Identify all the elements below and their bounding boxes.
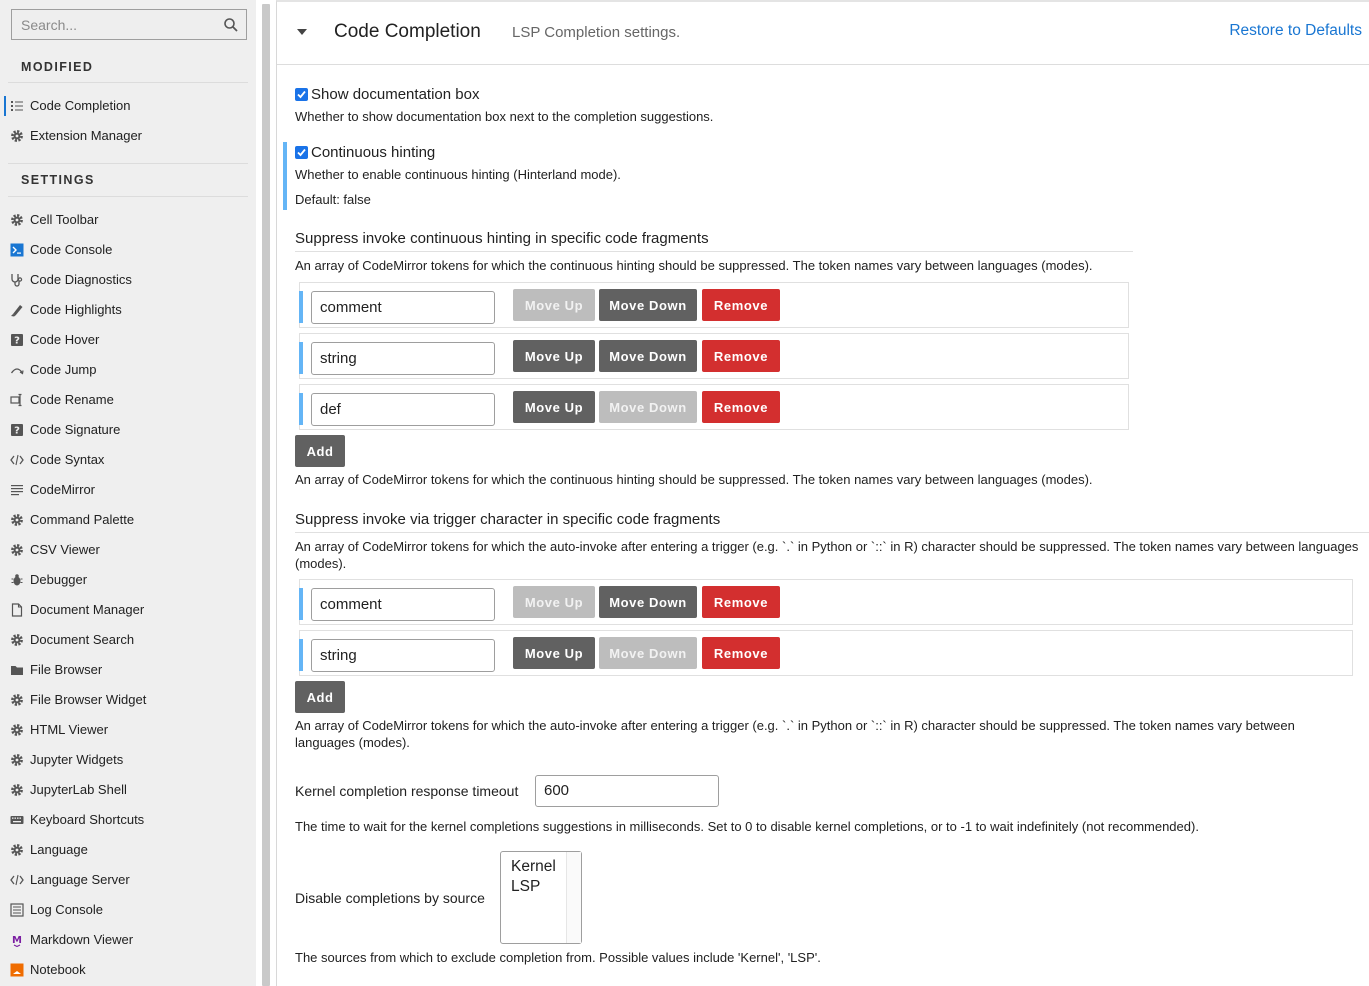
divider (8, 163, 248, 164)
sidebar-item-label: Jupyter Widgets (30, 752, 124, 767)
rename-icon (10, 393, 24, 407)
sidebar-item-extension-manager[interactable] (0, 121, 256, 151)
list-icon (10, 99, 24, 113)
gear-icon (10, 543, 24, 557)
help-icon (10, 333, 24, 347)
continuous-hinting-description: Whether to enable continuous hinting (Hinterland mode). (295, 167, 621, 182)
remove-button[interactable]: Remove (702, 586, 780, 618)
sidebar-item-file-browser-widget[interactable] (0, 685, 256, 715)
remove-button[interactable]: Remove (702, 289, 780, 321)
suppress-trigger-title: Suppress invoke via trigger character in specific code fragments (295, 511, 721, 528)
sidebar-item-file-browser[interactable] (0, 655, 256, 685)
sidebar-item-label: Code Hover (30, 332, 100, 347)
token-input[interactable]: comment (311, 588, 495, 621)
gear-icon (10, 753, 24, 767)
caret-down-icon[interactable] (297, 29, 307, 35)
gear-icon (10, 129, 24, 143)
remove-button[interactable]: Remove (702, 391, 780, 423)
sidebar-item-command-palette[interactable] (0, 505, 256, 535)
text-lines-icon (10, 483, 24, 497)
svg-text:?: ? (14, 335, 20, 347)
sidebar-item-label: Debugger (30, 572, 88, 587)
array-item-row (299, 333, 1129, 379)
plugin-title: Code Completion (334, 21, 481, 42)
highlighter-icon (10, 303, 24, 317)
remove-button[interactable]: Remove (702, 340, 780, 372)
settings-section-header: SETTINGS (21, 173, 95, 187)
sidebar-item-code-rename[interactable] (0, 385, 256, 415)
disable-sources-label: Disable completions by source (295, 890, 485, 906)
select-option-lsp[interactable]: LSP (511, 878, 541, 895)
sidebar-item-debugger[interactable] (0, 565, 256, 595)
token-input[interactable]: def (311, 393, 495, 426)
move-up-button[interactable]: Move Up (513, 289, 595, 321)
sidebar-item-code-signature[interactable] (0, 415, 256, 445)
token-input[interactable]: comment (311, 291, 495, 324)
sidebar-scrollbar[interactable] (262, 4, 270, 986)
disable-sources-description: The sources from which to exclude completion from. Possible values include 'Kernel', 'LSP'. (295, 950, 821, 965)
settings-sidebar (0, 0, 256, 986)
keyboard-icon (10, 813, 24, 827)
list-box-icon (10, 903, 24, 917)
sidebar-item-label: Notebook (30, 962, 86, 977)
sidebar-item-jupyterlab-shell[interactable] (0, 775, 256, 805)
sidebar-item-code-jump[interactable] (0, 355, 256, 385)
sidebar-item-html-viewer[interactable] (0, 715, 256, 745)
sidebar-item-label: CodeMirror (30, 482, 96, 497)
disable-sources-select[interactable] (500, 851, 582, 944)
sidebar-item-label: Language Server (30, 872, 130, 887)
sidebar-item-code-hover[interactable] (0, 325, 256, 355)
sidebar-item-log-console[interactable] (0, 895, 256, 925)
move-down-button[interactable]: Move Down (599, 637, 697, 669)
search-box[interactable] (11, 9, 247, 40)
suppress-trigger-footer: An array of CodeMirror tokens for which the auto-invoke after entering a trigger (e.g. `.` in Python or `::` in R) character should be suppressed. The token names vary between languages (modes). (295, 718, 1295, 750)
sidebar-item-markdown-viewer[interactable] (0, 925, 256, 955)
settings-editor-panel (276, 0, 1369, 986)
sidebar-item-label: CSV Viewer (30, 542, 100, 557)
search-icon (223, 17, 239, 33)
show-doc-checkbox[interactable] (295, 88, 308, 101)
suppress-trigger-description: An array of CodeMirror tokens for which the auto-invoke after entering a trigger (e.g. `.` in Python or `::` in R) character should be suppressed. The token names vary between languages (modes). (295, 539, 1359, 571)
move-down-button[interactable]: Move Down (599, 340, 697, 372)
modified-indicator (299, 291, 303, 323)
svg-text:M: M (12, 935, 22, 946)
array-item-row (299, 282, 1129, 328)
modified-indicator (283, 142, 287, 210)
token-input[interactable]: string (311, 342, 495, 375)
select-scrollbar[interactable] (566, 852, 581, 943)
sidebar-item-language[interactable] (0, 835, 256, 865)
sidebar-item-document-search[interactable] (0, 625, 256, 655)
suppress-hinting-title: Suppress invoke continuous hinting in specific code fragments (295, 230, 709, 247)
array-item-row (299, 579, 1353, 625)
sidebar-item-label: Document Manager (30, 602, 145, 617)
sidebar-item-label: Cell Toolbar (30, 212, 99, 227)
file-icon (10, 603, 24, 617)
sidebar-item-jupyter-widgets[interactable] (0, 745, 256, 775)
console-icon (10, 243, 24, 257)
continuous-hinting-checkbox[interactable] (295, 146, 308, 159)
move-up-button[interactable]: Move Up (513, 340, 595, 372)
suppress-hinting-footer: An array of CodeMirror tokens for which the continuous hinting should be suppressed. The token names vary between languages (modes). (295, 472, 1093, 487)
sidebar-item-label: Code Jump (30, 362, 97, 377)
gear-icon (10, 693, 24, 707)
continuous-hinting-setting (295, 144, 435, 161)
code-icon (10, 873, 24, 887)
sidebar-item-label: Code Syntax (30, 452, 105, 467)
search-input[interactable] (12, 10, 246, 39)
sidebar-item-label: Document Search (30, 632, 135, 647)
remove-button[interactable]: Remove (702, 637, 780, 669)
bug-icon (10, 573, 24, 587)
sidebar-item-label: HTML Viewer (30, 722, 109, 737)
sidebar-item-label: File Browser Widget (30, 692, 147, 707)
show-doc-description: Whether to show documentation box next to the completion suggestions. (295, 109, 714, 124)
sidebar-item-document-manager[interactable] (0, 595, 256, 625)
timeout-description: The time to wait for the kernel completions suggestions in milliseconds. Set to 0 to disable kernel completions, or to -1 to wait indefinitely (not recommended). (295, 819, 1199, 834)
sidebar-item-csv-viewer[interactable] (0, 535, 256, 565)
sidebar-item-code-console[interactable] (0, 235, 256, 265)
sidebar-item-label: JupyterLab Shell (30, 782, 127, 797)
move-up-button[interactable]: Move Up (513, 586, 595, 618)
divider (8, 82, 248, 83)
token-input[interactable]: string (311, 639, 495, 672)
show-doc-label: Show documentation box (311, 86, 480, 103)
sidebar-item-codemirror[interactable] (0, 475, 256, 505)
sidebar-item-language-server[interactable] (0, 865, 256, 895)
plugin-header (277, 2, 1369, 65)
modified-indicator (299, 588, 303, 620)
select-option-kernel[interactable]: Kernel (511, 858, 556, 875)
show-doc-setting (295, 86, 479, 103)
help-icon (10, 423, 24, 437)
sidebar-item-notebook[interactable] (0, 955, 256, 985)
divider (295, 251, 1133, 252)
timeout-input[interactable]: 600 (535, 775, 719, 807)
sidebar-item-code-highlights[interactable] (0, 295, 256, 325)
move-down-button[interactable]: Move Down (599, 391, 697, 423)
svg-text:?: ? (14, 425, 20, 437)
sidebar-item-label: Markdown Viewer (30, 932, 134, 947)
add-item-button[interactable]: Add (295, 435, 345, 467)
divider (295, 532, 1369, 533)
notebook-icon (10, 963, 24, 977)
sidebar-item-code-completion[interactable] (0, 91, 256, 121)
folder-icon (10, 663, 24, 677)
jump-icon (10, 363, 24, 377)
gear-icon (10, 783, 24, 797)
timeout-label: Kernel completion response timeout (295, 783, 519, 799)
sidebar-item-label: Code Diagnostics (30, 272, 132, 287)
sidebar-item-label: File Browser (30, 662, 103, 677)
modified-indicator (299, 393, 303, 425)
sidebar-item-label: Code Rename (30, 392, 114, 407)
gear-icon (10, 213, 24, 227)
modified-indicator (299, 639, 303, 671)
sidebar-item-label: Code Signature (30, 422, 121, 437)
divider (8, 196, 248, 197)
gear-icon (10, 843, 24, 857)
sidebar-item-keyboard-shortcuts[interactable] (0, 805, 256, 835)
move-down-button[interactable]: Move Down (599, 289, 697, 321)
array-item-row (299, 384, 1129, 430)
gear-icon (10, 633, 24, 647)
modified-section-header: MODIFIED (21, 60, 94, 74)
gear-icon (10, 723, 24, 737)
sidebar-item-label: Keyboard Shortcuts (30, 812, 145, 827)
array-item-row (299, 630, 1353, 676)
plugin-description: LSP Completion settings. (512, 24, 681, 41)
move-up-button[interactable]: Move Up (513, 391, 595, 423)
code-icon (10, 453, 24, 467)
sidebar-item-label: Command Palette (30, 512, 135, 527)
restore-defaults-link[interactable]: Restore to Defaults (1229, 22, 1362, 39)
move-up-button[interactable]: Move Up (513, 637, 595, 669)
suppress-hinting-description: An array of CodeMirror tokens for which the continuous hinting should be suppressed. The token names vary between languages (modes). (295, 258, 1093, 273)
sidebar-item-label: Log Console (30, 902, 103, 917)
stethoscope-icon (10, 273, 24, 287)
add-item-button[interactable]: Add (295, 681, 345, 713)
continuous-hinting-default: Default: false (295, 192, 371, 207)
sidebar-item-cell-toolbar[interactable] (0, 205, 256, 235)
continuous-hinting-label: Continuous hinting (311, 144, 436, 161)
move-down-button[interactable]: Move Down (599, 586, 697, 618)
sidebar-item-label: Code Console (30, 242, 113, 257)
sidebar-item-code-syntax[interactable] (0, 445, 256, 475)
sidebar-item-label: Code Highlights (30, 302, 122, 317)
sidebar-item-label: Code Completion (30, 98, 131, 113)
gear-icon (10, 513, 24, 527)
sidebar-item-code-diagnostics[interactable] (0, 265, 256, 295)
markdown-icon (10, 933, 24, 947)
sidebar-item-label: Language (30, 842, 88, 857)
sidebar-item-label: Extension Manager (30, 128, 143, 143)
modified-indicator (299, 342, 303, 374)
